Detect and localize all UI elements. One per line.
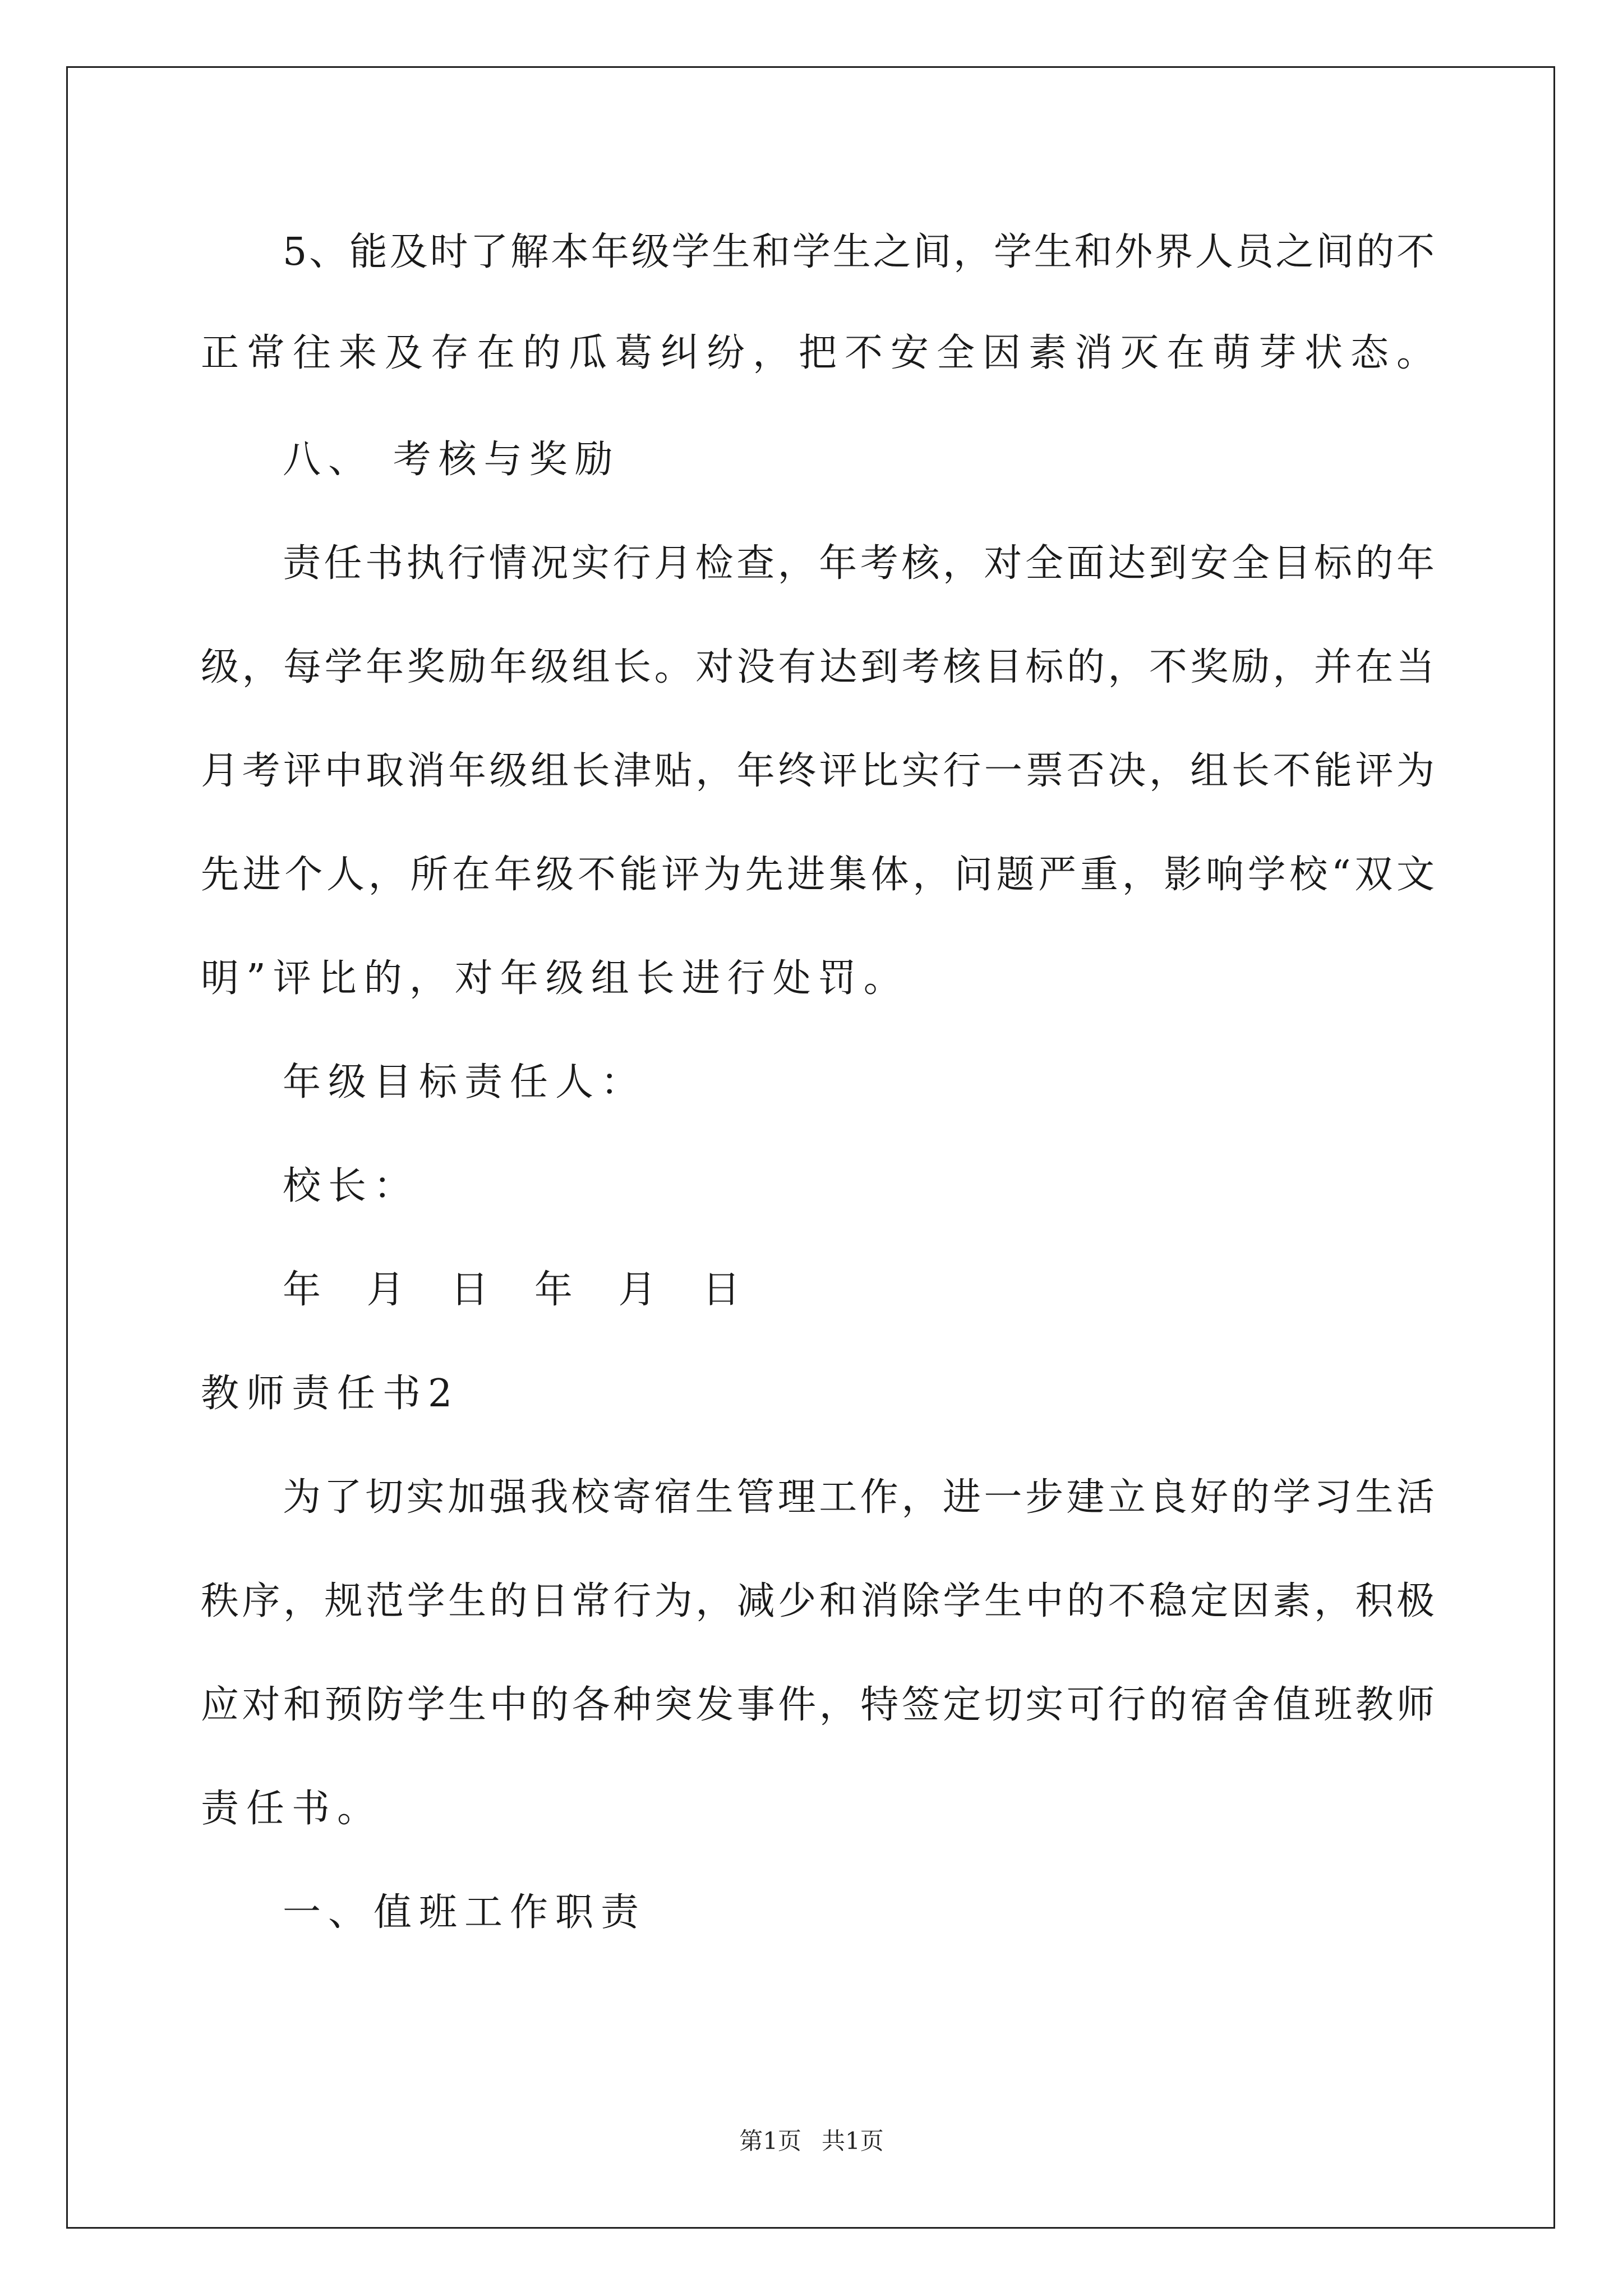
paragraph-line: 明”评比的，对年级组长进行处罚。 — [201, 956, 909, 1001]
section-heading: 八、 考核与奖励 — [283, 438, 620, 482]
page-number: 第1页 — [739, 2127, 801, 2155]
paragraph-line: 级，每学年奖励年级组长。对没有达到考核目标的，不奖励，并在当 — [201, 645, 1435, 689]
section-heading: 一、值班工作职责 — [283, 1890, 647, 1935]
paragraph-line: 责任书执行情况实行月检查，年考核，对全面达到安全目标的年 — [283, 541, 1435, 586]
paragraph-line: 先进个人，所在年级不能评为先进集体，问题严重，影响学校“双文 — [201, 853, 1435, 897]
signature-label: 校长： — [283, 1164, 419, 1208]
paragraph-line: 责任书。 — [201, 1787, 383, 1831]
page-footer — [0, 2127, 1623, 2155]
paragraph-line: 正常往来及存在的瓜葛纠纷，把不安全因素消灭在萌芽状态。 — [201, 331, 1435, 375]
paragraph-line: 为了切实加强我校寄宿生管理工作，进一步建立良好的学习生活 — [283, 1475, 1435, 1520]
paragraph-line: 秩序，规范学生的日常行为，减少和消除学生中的不稳定因素，积极 — [201, 1579, 1435, 1623]
document-title: 教师责任书2 — [201, 1372, 460, 1416]
date-line: 年 月 日 年 月 日 — [283, 1268, 746, 1312]
paragraph-line: 月考评中取消年级组长津贴，年终评比实行一票否决，组长不能评为 — [201, 749, 1435, 793]
page-total: 共1页 — [822, 2127, 884, 2155]
paragraph-line: 5、能及时了解本年级学生和学生之间，学生和外界人员之间的不 — [283, 230, 1435, 274]
signature-label: 年级目标责任人： — [283, 1060, 647, 1105]
paragraph-line: 应对和预防学生中的各种突发事件，特签定切实可行的宿舍值班教师 — [201, 1683, 1435, 1727]
